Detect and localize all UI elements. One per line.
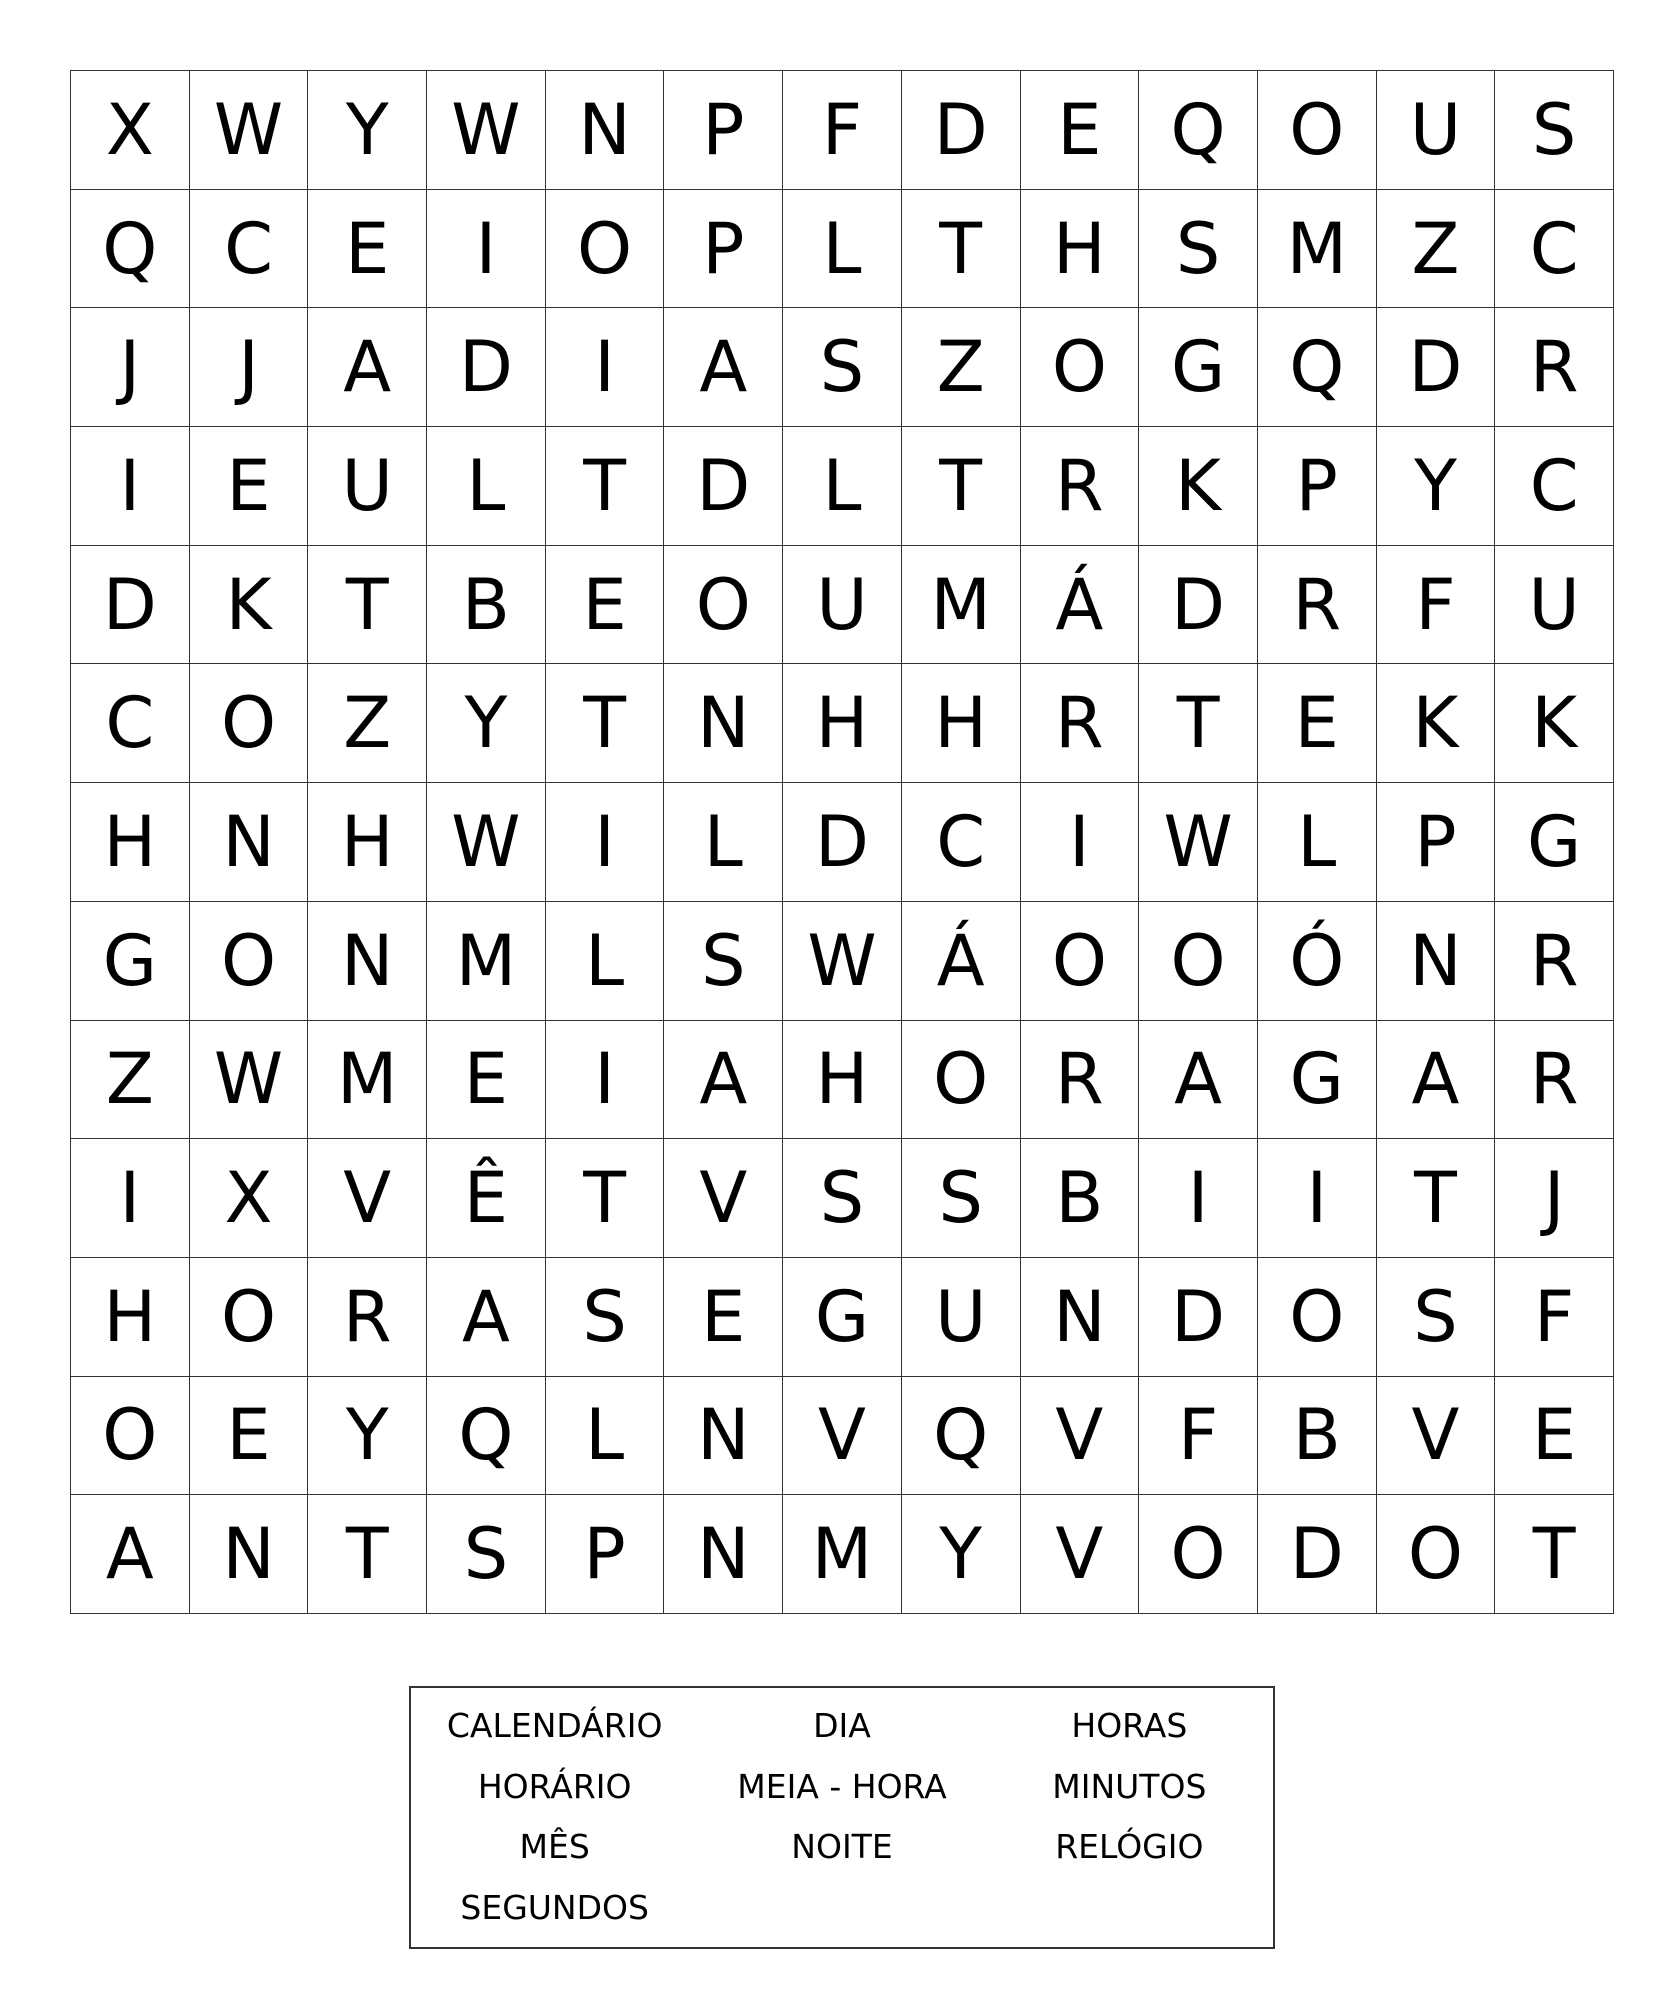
grid-cell[interactable]: T (1377, 1139, 1496, 1258)
grid-cell[interactable]: K (1495, 664, 1614, 783)
grid-cell[interactable]: I (1258, 1139, 1377, 1258)
grid-cell[interactable]: V (783, 1377, 902, 1496)
grid-cell[interactable]: L (1258, 783, 1377, 902)
grid-cell[interactable]: R (1495, 308, 1614, 427)
grid-cell[interactable]: O (190, 902, 309, 1021)
grid-cell[interactable]: L (546, 902, 665, 1021)
grid-cell[interactable]: I (1021, 783, 1140, 902)
grid-cell[interactable]: L (546, 1377, 665, 1496)
grid-cell[interactable]: Z (308, 664, 427, 783)
grid-cell[interactable]: I (546, 308, 665, 427)
grid-cell[interactable]: Y (427, 664, 546, 783)
grid-cell[interactable]: E (308, 190, 427, 309)
grid-cell[interactable]: T (546, 427, 665, 546)
grid-cell[interactable]: W (427, 783, 546, 902)
grid-cell[interactable]: O (190, 1258, 309, 1377)
grid-cell[interactable]: D (783, 783, 902, 902)
grid-cell[interactable]: O (1021, 902, 1140, 1021)
grid-cell[interactable]: P (664, 71, 783, 190)
grid-cell[interactable]: I (71, 1139, 190, 1258)
grid-cell[interactable]: N (1377, 902, 1496, 1021)
grid-cell[interactable]: C (902, 783, 1021, 902)
grid-cell[interactable]: W (427, 71, 546, 190)
grid-cell[interactable]: Y (1377, 427, 1496, 546)
grid-cell[interactable]: J (190, 308, 309, 427)
grid-cell[interactable]: P (664, 190, 783, 309)
grid-cell[interactable]: T (902, 427, 1021, 546)
grid-cell[interactable]: P (1258, 427, 1377, 546)
grid-cell[interactable]: Á (1021, 546, 1140, 665)
grid-cell[interactable]: I (71, 427, 190, 546)
grid-cell[interactable]: H (308, 783, 427, 902)
grid-cell[interactable]: D (1139, 1258, 1258, 1377)
grid-cell[interactable]: A (664, 308, 783, 427)
grid-cell[interactable]: J (1495, 1139, 1614, 1258)
grid-cell[interactable]: O (190, 664, 309, 783)
word-bank-item: NOITE (791, 1827, 893, 1866)
grid-cell[interactable]: I (1139, 1139, 1258, 1258)
grid-cell[interactable]: O (1021, 308, 1140, 427)
grid-cell[interactable]: G (1139, 308, 1258, 427)
grid-cell[interactable]: V (1021, 1495, 1140, 1614)
grid-cell[interactable]: J (71, 308, 190, 427)
grid-cell[interactable]: S (1495, 71, 1614, 190)
grid-cell[interactable]: T (308, 546, 427, 665)
grid-cell[interactable]: E (546, 546, 665, 665)
grid-cell[interactable]: Q (1258, 308, 1377, 427)
grid-cell[interactable]: K (1139, 427, 1258, 546)
grid-cell[interactable]: Ê (427, 1139, 546, 1258)
grid-cell[interactable]: N (546, 71, 665, 190)
grid-cell[interactable]: D (902, 71, 1021, 190)
grid-cell[interactable]: N (190, 783, 309, 902)
grid-cell[interactable]: E (427, 1021, 546, 1140)
grid-cell[interactable]: A (1139, 1021, 1258, 1140)
grid-cell[interactable]: E (1495, 1377, 1614, 1496)
word-bank-item: HORAS (1071, 1706, 1188, 1745)
grid-cell[interactable]: O (1139, 1495, 1258, 1614)
grid-cell[interactable]: Z (902, 308, 1021, 427)
grid-cell[interactable]: W (783, 902, 902, 1021)
grid-cell[interactable]: B (1258, 1377, 1377, 1496)
grid-cell[interactable]: R (1495, 1021, 1614, 1140)
grid-cell[interactable]: M (1258, 190, 1377, 309)
word-bank (409, 1686, 1275, 1949)
grid-cell[interactable]: T (308, 1495, 427, 1614)
grid-cell[interactable]: D (1139, 546, 1258, 665)
grid-cell[interactable]: P (1377, 783, 1496, 902)
grid-cell[interactable]: L (783, 190, 902, 309)
grid-cell[interactable]: O (1139, 902, 1258, 1021)
grid-cell[interactable]: H (783, 1021, 902, 1140)
grid-cell[interactable]: N (664, 664, 783, 783)
grid-cell[interactable]: A (71, 1495, 190, 1614)
grid-cell[interactable]: I (427, 190, 546, 309)
grid-cell[interactable]: S (546, 1258, 665, 1377)
grid-cell[interactable]: I (546, 783, 665, 902)
grid-cell[interactable]: E (190, 1377, 309, 1496)
grid-cell[interactable]: H (783, 664, 902, 783)
grid-cell[interactable]: T (1139, 664, 1258, 783)
grid-cell[interactable]: O (71, 1377, 190, 1496)
grid-cell[interactable]: U (902, 1258, 1021, 1377)
grid-cell[interactable]: O (546, 190, 665, 309)
grid-cell[interactable]: E (664, 1258, 783, 1377)
grid-cell[interactable]: S (1139, 190, 1258, 309)
word-bank-item: CALENDÁRIO (446, 1706, 663, 1745)
letter-grid (70, 70, 1614, 1614)
grid-cell[interactable]: M (308, 1021, 427, 1140)
grid-cell[interactable]: A (664, 1021, 783, 1140)
grid-cell[interactable]: D (1258, 1495, 1377, 1614)
grid-cell[interactable]: Q (902, 1377, 1021, 1496)
grid-cell[interactable]: L (427, 427, 546, 546)
grid-cell[interactable]: R (1495, 902, 1614, 1021)
grid-cell[interactable]: G (783, 1258, 902, 1377)
grid-cell[interactable]: N (308, 902, 427, 1021)
grid-cell[interactable]: U (783, 546, 902, 665)
grid-cell[interactable]: E (1021, 71, 1140, 190)
grid-cell[interactable]: G (71, 902, 190, 1021)
grid-cell[interactable]: M (902, 546, 1021, 665)
grid-cell[interactable]: T (902, 190, 1021, 309)
grid-cell[interactable]: S (427, 1495, 546, 1614)
grid-cell[interactable]: L (783, 427, 902, 546)
grid-cell[interactable]: O (1258, 71, 1377, 190)
grid-cell[interactable]: W (1139, 783, 1258, 902)
grid-cell[interactable]: D (1377, 308, 1496, 427)
grid-cell[interactable]: W (190, 71, 309, 190)
grid-cell[interactable]: U (1495, 546, 1614, 665)
grid-cell[interactable]: C (71, 664, 190, 783)
grid-cell[interactable]: I (546, 1021, 665, 1140)
grid-cell[interactable]: Y (308, 1377, 427, 1496)
word-bank-item: MINUTOS (1052, 1766, 1207, 1806)
grid-cell[interactable]: N (1021, 1258, 1140, 1377)
grid-cell[interactable]: B (427, 546, 546, 665)
grid-cell[interactable]: V (664, 1139, 783, 1258)
grid-cell[interactable]: U (1377, 71, 1496, 190)
word-bank-item: SEGUNDOS (460, 1887, 649, 1927)
grid-cell[interactable]: H (71, 1258, 190, 1377)
grid-cell[interactable]: H (71, 783, 190, 902)
grid-cell[interactable]: A (1377, 1021, 1496, 1140)
grid-cell[interactable]: P (546, 1495, 665, 1614)
grid-cell[interactable]: D (71, 546, 190, 665)
grid-cell[interactable]: N (664, 1495, 783, 1614)
grid-cell[interactable]: Á (902, 902, 1021, 1021)
grid-cell[interactable]: R (1021, 1021, 1140, 1140)
grid-cell[interactable]: V (1377, 1377, 1496, 1496)
grid-cell[interactable]: K (190, 546, 309, 665)
grid-cell[interactable]: N (664, 1377, 783, 1496)
grid-cell[interactable]: A (427, 1258, 546, 1377)
grid-cell[interactable]: M (783, 1495, 902, 1614)
grid-cell[interactable]: Q (1139, 71, 1258, 190)
grid-cell[interactable]: H (902, 664, 1021, 783)
grid-cell[interactable]: D (427, 308, 546, 427)
grid-cell[interactable]: C (190, 190, 309, 309)
grid-cell[interactable]: T (1495, 1495, 1614, 1614)
grid-cell[interactable]: Q (71, 190, 190, 309)
grid-cell[interactable]: M (427, 902, 546, 1021)
grid-cell[interactable]: S (783, 1139, 902, 1258)
grid-cell[interactable]: C (1495, 190, 1614, 309)
grid-cell[interactable]: G (1258, 1021, 1377, 1140)
grid-cell[interactable]: O (902, 1021, 1021, 1140)
grid-cell[interactable]: R (1258, 546, 1377, 665)
grid-cell[interactable]: L (664, 783, 783, 902)
grid-cell[interactable]: A (308, 308, 427, 427)
grid-cell[interactable]: O (1258, 1258, 1377, 1377)
grid-cell[interactable]: Y (308, 71, 427, 190)
grid-cell[interactable]: O (1377, 1495, 1496, 1614)
word-bank-item: MÊS (519, 1827, 590, 1866)
grid-cell[interactable]: C (1495, 427, 1614, 546)
grid-cell[interactable]: T (546, 664, 665, 783)
word-bank-item: MEIA - HORA (737, 1766, 947, 1806)
word-bank-item: DIA (813, 1706, 871, 1745)
word-bank-item: HORÁRIO (477, 1766, 632, 1806)
grid-cell[interactable]: B (1021, 1139, 1140, 1258)
grid-cell[interactable]: S (1377, 1258, 1496, 1377)
grid-cell[interactable]: F (1139, 1377, 1258, 1496)
grid-cell[interactable]: F (1495, 1258, 1614, 1377)
grid-cell[interactable]: Z (71, 1021, 190, 1140)
grid-cell[interactable]: D (664, 427, 783, 546)
grid-cell[interactable]: S (783, 308, 902, 427)
grid-cell[interactable]: Y (902, 1495, 1021, 1614)
grid-cell[interactable]: Ó (1258, 902, 1377, 1021)
grid-cell[interactable]: Q (427, 1377, 546, 1496)
grid-cell[interactable]: N (190, 1495, 309, 1614)
word-bank-item: RELÓGIO (1055, 1827, 1204, 1866)
grid-cell[interactable]: R (308, 1258, 427, 1377)
grid-cell[interactable]: R (1021, 427, 1140, 546)
grid-cell[interactable]: V (308, 1139, 427, 1258)
grid-cell[interactable]: K (1377, 664, 1496, 783)
grid-cell[interactable]: R (1021, 664, 1140, 783)
grid-cell[interactable]: H (1021, 190, 1140, 309)
grid-cell[interactable]: S (902, 1139, 1021, 1258)
grid-cell[interactable]: E (1258, 664, 1377, 783)
grid-cell[interactable]: Z (1377, 190, 1496, 309)
grid-cell[interactable]: X (190, 1139, 309, 1258)
grid-cell[interactable]: O (664, 546, 783, 665)
grid-cell[interactable]: S (664, 902, 783, 1021)
grid-cell[interactable]: U (308, 427, 427, 546)
grid-cell[interactable]: X (71, 71, 190, 190)
grid-cell[interactable]: F (783, 71, 902, 190)
grid-cell[interactable]: E (190, 427, 309, 546)
grid-cell[interactable]: G (1495, 783, 1614, 902)
grid-cell[interactable]: W (190, 1021, 309, 1140)
grid-cell[interactable]: F (1377, 546, 1496, 665)
grid-cell[interactable]: T (546, 1139, 665, 1258)
grid-cell[interactable]: V (1021, 1377, 1140, 1496)
